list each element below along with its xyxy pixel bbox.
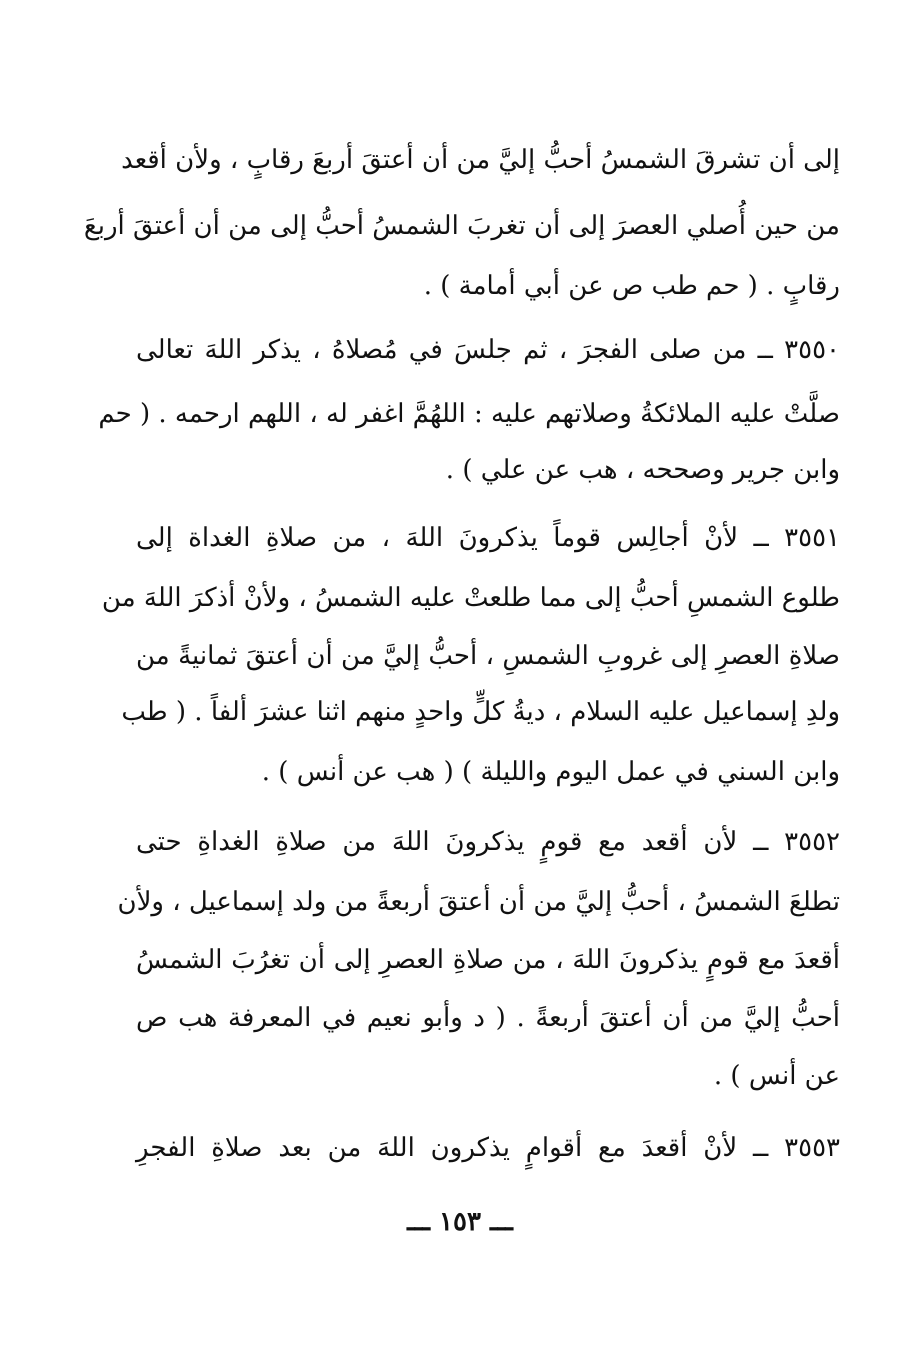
- text-line: صلَّتْ عليه الملائكةُ وصلاتهم عليه : اللهُمَّ اغفر له ، اللهم ارحمه . ( حم: [98, 399, 840, 429]
- text-line: صلاةِ العصرِ إلى غروبِ الشمسِ ، أحبُّ إليَّ من أن أعتقَ ثمانيةً من: [136, 641, 840, 671]
- text-line: وابن السني في عمل اليوم والليلة ) ( هب عن أنس ) .: [261, 757, 840, 787]
- hadith-3550-start: ٣٥٥٠ ــ من صلى الفجرَ ، ثم جلسَ في مُصلاهُ ، يذكر اللهَ تعالى: [136, 335, 840, 365]
- hadith-3552-start: ٣٥٥٢ ــ لأن أقعد مع قومٍ يذكرونَ اللهَ من صلاةِ الغداةِ حتى: [136, 827, 840, 857]
- hadith-3551-start: ٣٥٥١ ــ لأنْ أجالِس قوماً يذكرونَ اللهَ ، من صلاةِ الغداة إلى: [136, 523, 840, 553]
- text-line: عن أنس ) .: [713, 1061, 840, 1091]
- text-line: طلوع الشمسِ أحبُّ إلى مما طلعتْ عليه الشمسُ ، ولأنْ أذكرَ اللهَ من: [101, 583, 840, 613]
- text-line: من حين أُصلي العصرَ إلى أن تغربَ الشمسُ أحبُّ إلى من أن أعتقَ أربعَ: [83, 211, 840, 241]
- text-line: إلى أن تشرقَ الشمسُ أحبُّ إليَّ من أن أعتقَ أربعَ رقابٍ ، ولأن أقعد: [121, 145, 840, 175]
- text-line: رقابٍ . ( حم طب ص عن أبي أمامة ) .: [423, 271, 840, 301]
- text-line: أحبُّ إليَّ من أن أعتقَ أربعةً . ( د وأبو نعيم في المعرفة هب ص: [136, 1003, 840, 1033]
- hadith-3553-start: ٣٥٥٣ ــ لأنْ أقعدَ مع أقوامٍ يذكرون اللهَ من بعد صلاةِ الفجرِ: [136, 1133, 840, 1163]
- text-line: أقعدَ مع قومٍ يذكرونَ اللهَ ، من صلاةِ العصرِ إلى أن تغرُبَ الشمسُ: [136, 945, 840, 975]
- text-line: تطلعَ الشمسُ ، أحبُّ إليَّ من أن أعتقَ أربعةً من ولد إسماعيل ، ولأن: [117, 887, 840, 917]
- text-line: وابن جرير وصححه ، هب عن علي ) .: [445, 455, 840, 485]
- text-line: ولدِ إسماعيل عليه السلام ، ديةُ كلٍّ واحدٍ منهم اثنا عشرَ ألفاً . ( طب: [121, 697, 840, 727]
- page-number: ـــ ١٥٣ ـــ: [407, 1207, 513, 1237]
